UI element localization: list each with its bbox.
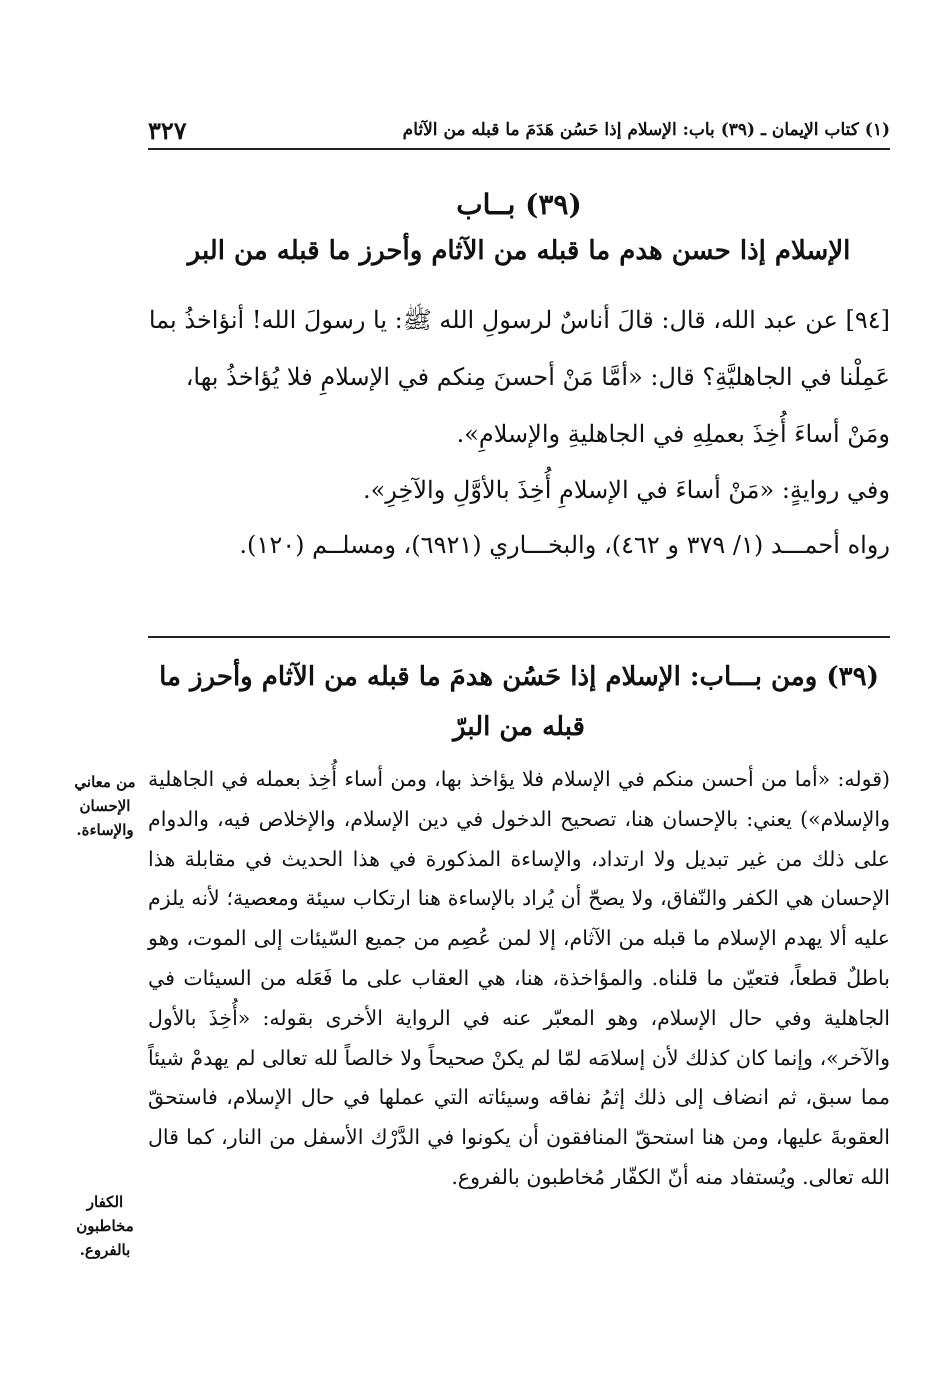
margin-note-ihsan: من معاني الإحسان والإساءة. xyxy=(74,773,136,839)
chapter-title: الإسلام إذا حسن هدم ما قبله من الآثام وأحرز ما قبله من البر xyxy=(187,236,851,266)
commentary-heading: (٣٩) ومن بـــاب: الإسلام إذا حَسُن هدمَ ما قبله من الآثام وأحرز ما قبله من البرّ xyxy=(159,662,879,742)
hadith-paragraph: [٩٤] عن عبد الله، قال: قالَ أناسٌ لرسولِ الله ﷺ: يا رسولَ الله! أنؤاخذُ بما عَمِلْنا في الجاهليَّةِ؟ قال: «أمَّا مَنْ أحسنَ مِنكم في الإسلامِ فلا يُؤاخذُ بها، ومَنْ أساءَ أُخِذَ بعملِهِ في الجاهليةِ والإسلامِ». xyxy=(148,306,890,448)
hadith-sources: رواه أحمـــد (١/ ٣٧٩ و ٤٦٢)، والبخـــاري (٦٩٢١)، ومسلــم (١٢٠). xyxy=(239,531,890,559)
running-header xyxy=(148,112,890,150)
page-number: ٣٢٧ xyxy=(148,116,187,145)
hadith-variant: وفي روايةٍ: «مَنْ أساءَ في الإسلامِ أُخِذَ بالأوَّلِ والآخِرِ». xyxy=(362,476,890,504)
chapter-number: (٣٩) بــاب xyxy=(456,188,582,221)
section-divider xyxy=(148,636,890,638)
commentary-text: (قوله: «أما من أحسن منكم في الإسلام فلا يؤاخذ بها، ومن أساء أُخِذ بعمله في الجاهلية والإسلام») يعني: بالإحسان هنا، تصحيح الدخول في دين الإسلام، والإخلاص فيه، والدوام على ذلك من غير تبديل ولا ارتداد، والإساءة المذكورة في هذا الحديث في مقابلة هذا الإحسان هي الكفر والنّفاق، ولا يصحّ أن يُراد بالإساءة هنا ارتكاب سيئة ومعصية؛ لأنه يلزم عليه ألا يهدم الإسلام ما قبله من الآثام، إلا لمن عُصِم من جميع السّيئات إلى الموت، وهو باطلٌ قطعاً، فتعيّن ما قلناه. والمؤاخذة، هنا، هي العقاب على ما فَعَله من السيئات في الجاهلية وفي حال الإسلام، وهو المعبّر عنه في الرواية الأخرى بقوله: «أُخِذَ بالأول والآخر»، وإنما كان كذلك لأن إسلامَه لمّا لم يكنْ صحيحاً ولا خالصاً لله تعالى لم يهدمْ شيئاً مما سبق، ثم انضاف إلى ذلك إثمُ نفاقه وسيئاته التي عملها في حال الإسلام، فاستحقّ العقوبةَ عليها، ومن هنا استحقّ المنافقون أن يكونوا في الدَّرْك الأسفل من النار، كما قال الله تعالى. ويُستفاد منه أنّ الكفّار مُخاطبون بالفروع. xyxy=(148,767,890,1189)
running-title: (١) كتاب الإيمان ـ (٣٩) باب: الإسلام إذا حَسُن هَدَمَ ما قبله من الآثام xyxy=(402,120,890,140)
margin-note-kuffar: الكفار مخاطبون بالفروع. xyxy=(76,1193,134,1259)
chapter-heading xyxy=(148,183,890,275)
hadith-text xyxy=(148,292,890,573)
